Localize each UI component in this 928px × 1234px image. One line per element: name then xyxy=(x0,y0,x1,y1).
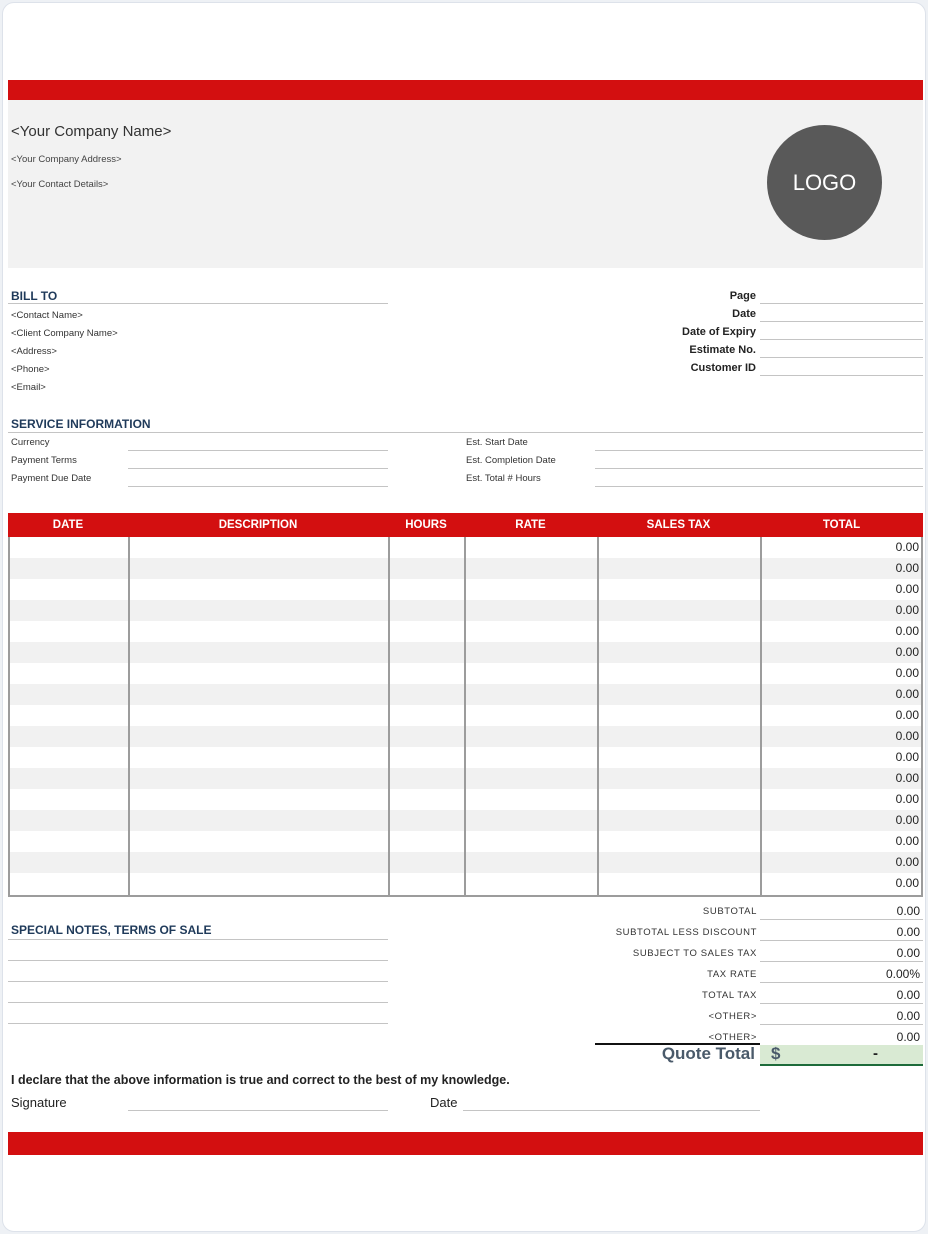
summary-label: <OTHER> xyxy=(708,1032,757,1043)
row-total-value: 0.00 xyxy=(895,813,919,827)
bottom-accent-bar xyxy=(8,1132,923,1155)
row-total-value: 0.00 xyxy=(895,771,919,785)
row-total-value: 0.00 xyxy=(895,582,919,596)
notes-line[interactable] xyxy=(8,981,388,982)
col-total-header: TOTAL xyxy=(822,519,861,531)
summary-value[interactable]: 0.00% xyxy=(885,967,920,981)
row-total-value: 0.00 xyxy=(895,687,919,701)
summary-label: TOTAL TAX xyxy=(701,990,757,1001)
line-items-table xyxy=(8,537,923,897)
summary-underline xyxy=(760,1003,923,1004)
summary-value[interactable]: 0.00 xyxy=(896,1009,920,1023)
divider xyxy=(8,432,923,433)
date-of-expiry-label: Date of Expiry xyxy=(682,326,756,338)
divider xyxy=(8,303,388,304)
service-info-title: SERVICE INFORMATION xyxy=(11,417,151,431)
payment-due-date-field[interactable] xyxy=(128,486,388,487)
column-divider xyxy=(597,537,599,895)
summary-value[interactable]: 0.00 xyxy=(896,1030,920,1044)
bill-to-address[interactable]: <Address> xyxy=(11,346,57,357)
col-hours-header: HOURS xyxy=(405,519,447,531)
notes-line[interactable] xyxy=(8,1023,388,1024)
summary-label: SUBJECT TO SALES TAX xyxy=(632,948,757,959)
column-divider xyxy=(464,537,466,895)
bill-to-phone[interactable]: <Phone> xyxy=(11,364,50,375)
est-total-hours-field[interactable] xyxy=(595,486,923,487)
currency-label: Currency xyxy=(11,437,50,448)
customer-id-field[interactable] xyxy=(760,375,923,376)
bill-to-contact-name[interactable]: <Contact Name> xyxy=(11,310,83,321)
quote-total-value: - xyxy=(873,1045,878,1062)
row-total-value: 0.00 xyxy=(895,792,919,806)
summary-underline xyxy=(760,1024,923,1025)
col-sales-tax-header: SALES TAX xyxy=(646,519,711,531)
notes-line[interactable] xyxy=(8,939,388,940)
row-total-value: 0.00 xyxy=(895,834,919,848)
est-completion-date-label: Est. Completion Date xyxy=(466,455,556,466)
page-label: Page xyxy=(729,290,756,302)
column-divider xyxy=(128,537,130,895)
notes-line[interactable] xyxy=(8,1002,388,1003)
summary-value[interactable]: 0.00 xyxy=(896,904,920,918)
est-start-date-label: Est. Start Date xyxy=(466,437,528,448)
page-field[interactable] xyxy=(760,303,923,304)
bill-to-email[interactable]: <Email> xyxy=(11,382,46,393)
col-rate-header: RATE xyxy=(515,519,546,531)
col-date-header: DATE xyxy=(52,519,84,531)
date-field[interactable] xyxy=(760,321,923,322)
row-total-value: 0.00 xyxy=(895,708,919,722)
row-total-value: 0.00 xyxy=(895,624,919,638)
currency-field[interactable] xyxy=(128,450,388,451)
quote-total-box xyxy=(760,1045,923,1066)
notes-line[interactable] xyxy=(8,960,388,961)
summary-underline xyxy=(760,919,923,920)
summary-value[interactable]: 0.00 xyxy=(896,925,920,939)
company-name[interactable]: <Your Company Name> xyxy=(11,123,172,140)
bill-to-title: BILL TO xyxy=(11,289,58,303)
estimate-page xyxy=(2,2,926,1232)
est-completion-date-field[interactable] xyxy=(595,468,923,469)
row-total-value: 0.00 xyxy=(895,645,919,659)
customer-id-label: Customer ID xyxy=(690,362,756,374)
date-of-expiry-field[interactable] xyxy=(760,339,923,340)
summary-value[interactable]: 0.00 xyxy=(896,946,920,960)
row-total-value: 0.00 xyxy=(895,666,919,680)
row-total-value: 0.00 xyxy=(895,855,919,869)
payment-terms-field[interactable] xyxy=(128,468,388,469)
summary-value[interactable]: 0.00 xyxy=(896,988,920,1002)
declaration-date-label: Date xyxy=(430,1095,458,1110)
est-start-date-field[interactable] xyxy=(595,450,923,451)
column-divider xyxy=(388,537,390,895)
date-label: Date xyxy=(732,308,756,320)
company-contact[interactable]: <Your Contact Details> xyxy=(11,179,109,190)
summary-label: TAX RATE xyxy=(707,969,757,980)
line-items-header xyxy=(8,513,923,537)
top-accent-bar xyxy=(8,80,923,100)
declaration-date-field[interactable] xyxy=(463,1110,760,1111)
currency-symbol: $ xyxy=(771,1044,781,1063)
summary-label: SUBTOTAL LESS DISCOUNT xyxy=(615,927,757,938)
company-address[interactable]: <Your Company Address> xyxy=(11,154,122,165)
summary-underline xyxy=(760,961,923,962)
row-total-value: 0.00 xyxy=(895,603,919,617)
summary-underline xyxy=(760,982,923,983)
bill-to-company-name[interactable]: <Client Company Name> xyxy=(11,328,118,339)
row-total-value: 0.00 xyxy=(895,876,919,890)
declaration-text: I declare that the above information is true and correct to the best of my knowledge. xyxy=(11,1073,510,1087)
row-total-value: 0.00 xyxy=(895,561,919,575)
quote-total-label: Quote Total xyxy=(661,1044,755,1063)
signature-label: Signature xyxy=(11,1095,67,1110)
payment-terms-label: Payment Terms xyxy=(11,455,77,466)
signature-field[interactable] xyxy=(128,1110,388,1111)
estimate-no-label: Estimate No. xyxy=(689,344,756,356)
row-total-value: 0.00 xyxy=(895,729,919,743)
payment-due-date-label: Payment Due Date xyxy=(11,473,92,484)
summary-label: SUBTOTAL xyxy=(702,906,757,917)
row-total-value: 0.00 xyxy=(895,540,919,554)
col-description-header: DESCRIPTION xyxy=(218,519,298,531)
estimate-no-field[interactable] xyxy=(760,357,923,358)
summary-label: <OTHER> xyxy=(708,1011,757,1022)
column-divider xyxy=(760,537,762,895)
summary-underline xyxy=(760,940,923,941)
logo-placeholder: LOGO xyxy=(767,125,882,240)
special-notes-title: SPECIAL NOTES, TERMS OF SALE xyxy=(11,923,212,937)
row-total-value: 0.00 xyxy=(895,750,919,764)
est-total-hours-label: Est. Total # Hours xyxy=(466,473,541,484)
